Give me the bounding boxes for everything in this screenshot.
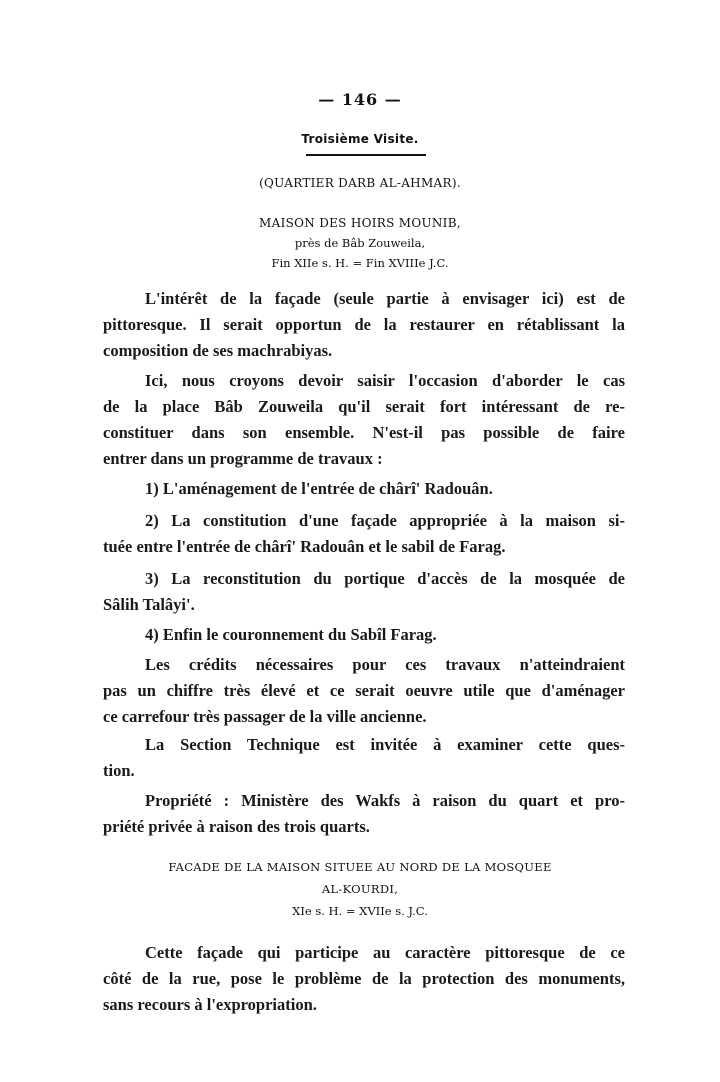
text-line: 4) Enfin le couronnement du Sabîl Farag. — [145, 625, 437, 644]
section-title: Troisième Visite. — [301, 132, 419, 146]
text-line: côté de la rue, pose le problème de la protection des monuments, — [103, 969, 625, 988]
text-line: sans recours à l'expropriation. — [103, 995, 317, 1014]
text-line: tion. — [103, 761, 135, 780]
entry1-title: MAISON DES HOIRS MOUNIB, — [259, 216, 461, 230]
text-line: composition de ses machrabiyas. — [103, 341, 333, 360]
entry2-date: XIe s. H. = XVIIe s. J.C. — [292, 904, 428, 918]
paragraph — [103, 652, 625, 730]
text-line: pas un chiffre très élevé et ce serait oeuvre utile que d'aménager — [103, 681, 625, 700]
entry2-title-line2: AL-KOURDI, — [321, 882, 399, 896]
text-line: ce carrefour très passager de la ville ancienne. — [103, 707, 427, 726]
paragraph — [103, 286, 625, 364]
text-line: Propriété : Ministère des Wakfs à raison du quart et pro- — [145, 791, 625, 810]
list-item — [103, 476, 625, 502]
text-line: La Section Technique est invitée à examiner cette ques- — [145, 735, 625, 754]
list-item — [103, 622, 625, 648]
entry2-title-line1: FACADE DE LA MAISON SITUEE AU NORD DE LA MOSQUEE — [168, 860, 552, 874]
paragraph — [103, 732, 625, 784]
paragraph — [103, 940, 625, 1018]
text-line: pittoresque. Il serait opportun de la restaurer en rétablissant la — [103, 315, 625, 334]
paragraph — [103, 788, 625, 840]
paragraph — [103, 368, 625, 472]
text-line: de la place Bâb Zouweila qu'il serait fort intéressant de re- — [103, 397, 625, 416]
text-line: constituer dans son ensemble. N'est-il pas possible de faire — [103, 423, 625, 442]
text-line: tuée entre l'entrée de chârî' Radouân et le sabil de Farag. — [103, 537, 506, 556]
list-item — [103, 508, 625, 560]
text-line: Cette façade qui participe au caractère pittoresque de ce — [145, 943, 625, 962]
text-line: Les crédits nécessaires pour ces travaux n'atteindraient — [145, 655, 625, 674]
entry1-location: près de Bâb Zouweila, — [294, 236, 426, 250]
title-underline — [306, 154, 426, 156]
text-line: L'intérêt de la façade (seule partie à envisager ici) est de — [145, 289, 625, 308]
text-line: Ici, nous croyons devoir saisir l'occasion d'aborder le cas — [145, 371, 625, 390]
text-line: priété privée à raison des trois quarts. — [103, 817, 370, 836]
text-line: entrer dans un programme de travaux : — [103, 449, 383, 468]
district-heading: (QUARTIER DARB AL-AHMAR). — [259, 176, 461, 190]
text-line: 3) La reconstitution du portique d'accès de la mosquée de — [145, 569, 625, 588]
text-line: 1) L'aménagement de l'entrée de chârî' Radouân. — [145, 479, 493, 498]
text-line: 2) La constitution d'une façade appropriée à la maison si- — [145, 511, 625, 530]
list-item — [103, 566, 625, 618]
page-number: — 146 — — [318, 90, 402, 109]
text-line: Sâlih Talâyi'. — [103, 595, 195, 614]
entry1-date: Fin XIIe s. H. = Fin XVIIIe J.C. — [271, 256, 449, 270]
